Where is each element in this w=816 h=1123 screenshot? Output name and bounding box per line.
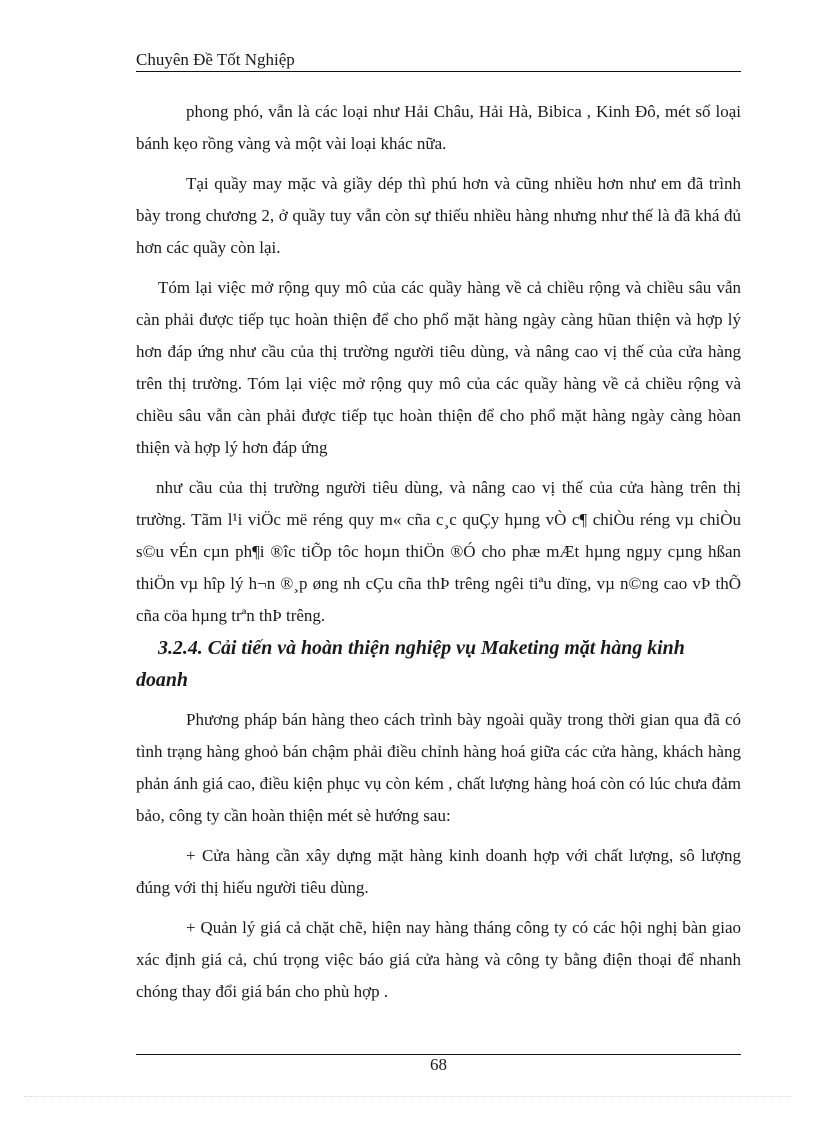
- page-number: 68: [430, 1055, 447, 1074]
- paragraph-3: Tóm lại việc mở rộng quy mô của các quầy hàng về cả chiều rộng và chiều sâu vẫn càn phải được tiếp tục hoàn thiện để cho phổ mặt hàng ngày càng hũan thiện và hợp lý hơn đáp ứng như cầu của thị trường người tiêu dùng, và nâng cao vị thế của cửa hàng trên thị trường. Tóm lại việc mở rộng quy mô của các quầy hàng về cả chiều rộng và chiều sâu vẫn càn phải được tiếp tục hoàn thiện để cho phổ mặt hàng ngày càng hòan thiện và hợp lý hơn đáp ứng: [136, 278, 741, 457]
- paragraph-5: Phương pháp bán hàng theo cách trình bày ngoài quầy trong thời gian qua đã có tình trạng hàng ghoỏ bán chậm phải điều chỉnh hàng hoá giữa các cửa hàng, khách hàng phản ánh giá cao, điều kiện phục vụ còn kém , chất lượng hàng hoá còn có lúc chưa đảm bảo, công ty cần hoàn thiện mét sè hướng sau:: [136, 710, 741, 825]
- paragraph-6: + Cửa hàng cần xây dựng mặt hàng kinh doanh hợp với chất lượng, sô lượng đúng với thị hiếu người tiêu dùng.: [136, 846, 741, 897]
- header-divider: [136, 71, 741, 72]
- paragraph-4: như cầu của thị trường người tiêu dùng, và nâng cao vị thế của cửa hàng trên thị trường. Tãm l¹i viÖc më réng quy m« cña c¸c quÇy hµng vÒ c¶ chiÒu réng vµ chiÒu s©u vÉn cµn ph¶i ®îc tiÕp tôc hoµn thiÖn ®Ó cho phæ mÆt hµng ngµy cµng hßan thiÖn vµ hîp lý h¬n ®¸p øng nh cÇu cña thÞ trêng ngêi tiªu dïng, vµ n©ng cao vÞ thÕ cña cöa hµng trªn thÞ trêng.: [136, 478, 741, 625]
- document-body: [136, 96, 741, 1008]
- page-header-title: Chuyên Đề Tốt Nghiệp: [136, 50, 295, 69]
- paragraph-2: Tại quầy may mặc và giầy dép thì phú hơn và cũng nhiều hơn như em đã trình bày trong chương 2, ở quầy tuy vẫn còn sự thiếu nhiều hàng nhưng như thế là đã khá đủ hơn các quầy còn lại.: [136, 174, 741, 257]
- paragraph-1: phong phó, vẫn là các loại như Hải Châu, Hải Hà, Bibica , Kinh Đô, mét số loại bánh kẹo rồng vàng và một vài loại khác nữa.: [136, 102, 741, 153]
- paragraph-7: + Quản lý giá cả chặt chẽ, hiện nay hàng tháng công ty có các hội nghị bàn giao xác định giá cả, chú trọng việc báo giá cửa hàng và công ty bằng điện thoại để nhanh chóng thay đổi giá bán cho phù hợp .: [136, 918, 741, 1001]
- section-heading: 3.2.4. Cải tiến và hoàn thiện nghiệp vụ Maketing mặt hàng kinh doanh: [136, 637, 685, 691]
- page-bottom-border: [24, 1096, 792, 1097]
